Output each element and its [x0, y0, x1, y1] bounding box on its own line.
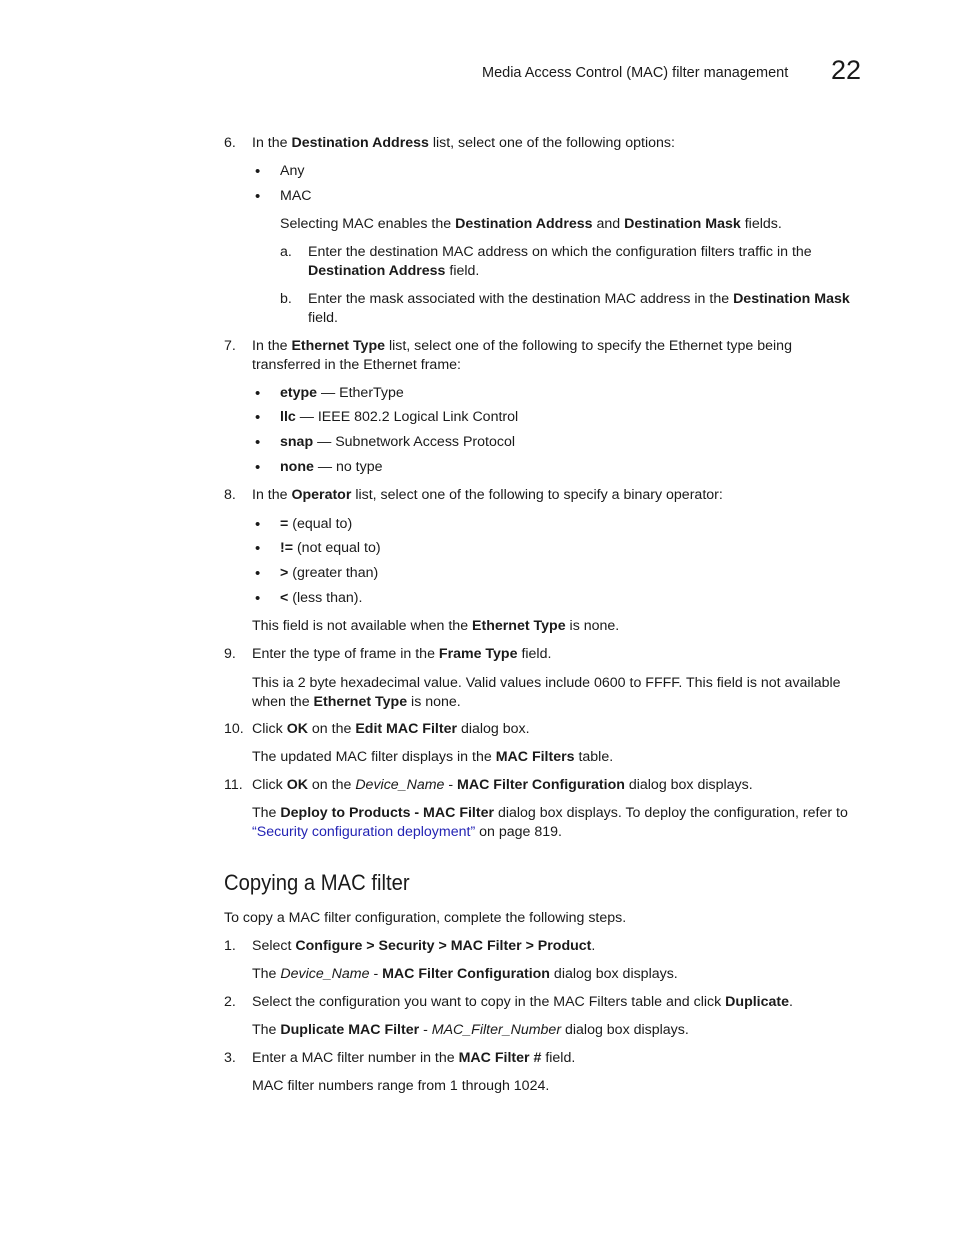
step-11-note: The Deploy to Products - MAC Filter dialog box displays. To deploy the configuration, refer to “Security configuration deployment” on page 819. [252, 805, 848, 840]
step-11-number: 11. [224, 777, 243, 793]
copy-step-1-note: The Device_Name - MAC Filter Configuration dialog box displays. [252, 966, 678, 982]
step-8-number: 8. [224, 487, 236, 503]
list-item: etype — EtherType [280, 385, 404, 401]
list-item: < (less than). [280, 590, 363, 606]
bullet-icon: • [255, 188, 261, 205]
copy-step-2-number: 2. [224, 994, 236, 1010]
step-9-number: 9. [224, 646, 236, 662]
running-header-title: Media Access Control (MAC) filter management [482, 65, 789, 81]
step-6-number: 6. [224, 135, 236, 151]
step-10-text: Click OK on the Edit MAC Filter dialog box. [252, 721, 530, 737]
substep-b-text: Enter the mask associated with the destination MAC address in the Destination Mask field. [308, 291, 850, 326]
bullet-icon: • [255, 434, 261, 451]
list-item: llc — IEEE 802.2 Logical Link Control [280, 409, 519, 425]
section-heading: Copying a MAC filter [224, 870, 410, 895]
step-6-note: Selecting MAC enables the Destination Address and Destination Mask fields. [280, 216, 782, 232]
substep-b-number: b. [280, 291, 292, 307]
copy-step-2-note: The Duplicate MAC Filter - MAC_Filter_Number dialog box displays. [252, 1022, 689, 1038]
step-6-text: In the Destination Address list, select one of the following options: [252, 135, 675, 151]
copy-step-1-text: Select Configure > Security > MAC Filter > Product. [252, 938, 596, 954]
copy-step-3-number: 3. [224, 1050, 236, 1066]
bullet-icon: • [255, 590, 261, 607]
step-7-number: 7. [224, 338, 236, 354]
step-9-text: Enter the type of frame in the Frame Type field. [252, 646, 552, 662]
list-item: snap — Subnetwork Access Protocol [280, 434, 515, 450]
bullet-icon: • [255, 409, 261, 426]
bullet-icon: • [255, 540, 261, 557]
bullet-icon: • [255, 163, 261, 180]
section-intro: To copy a MAC filter configuration, complete the following steps. [224, 910, 627, 926]
bullet-icon: • [255, 385, 261, 402]
list-item: none — no type [280, 459, 383, 475]
list-item: = (equal to) [280, 516, 353, 532]
step-8-text: In the Operator list, select one of the following to specify a binary operator: [252, 487, 723, 503]
step-10-number: 10. [224, 721, 244, 737]
option-any: Any [280, 163, 305, 179]
chapter-number: 22 [831, 55, 862, 85]
list-item: > (greater than) [280, 565, 379, 581]
list-item: != (not equal to) [280, 540, 381, 556]
step-7-text: In the Ethernet Type list, select one of the following to specify the Ethernet type being transferred in the Ethernet frame: [252, 338, 792, 373]
step-10-note: The updated MAC filter displays in the MAC Filters table. [252, 749, 614, 765]
step-8-note: This field is not available when the Ethernet Type is none. [252, 618, 620, 634]
step-11-text: Click OK on the Device_Name - MAC Filter Configuration dialog box displays. [252, 777, 753, 793]
bullet-icon: • [255, 565, 261, 582]
cross-reference-link[interactable]: “Security configuration deployment” [252, 824, 476, 840]
option-mac: MAC [280, 188, 312, 204]
step-9-note: This ia 2 byte hexadecimal value. Valid values include 0600 to FFFF. This field is not available when the Ethernet Type is none. [252, 675, 841, 710]
bullet-icon: • [255, 459, 261, 476]
substep-a-text: Enter the destination MAC address on which the configuration filters traffic in the Destination Address field. [308, 244, 812, 279]
copy-step-1-number: 1. [224, 938, 236, 954]
copy-step-3-note: MAC filter numbers range from 1 through 1024. [252, 1078, 550, 1094]
copy-step-3-text: Enter a MAC filter number in the MAC Filter # field. [252, 1050, 576, 1066]
substep-a-number: a. [280, 244, 292, 260]
copy-step-2-text: Select the configuration you want to copy in the MAC Filters table and click Duplicate. [252, 994, 793, 1010]
bullet-icon: • [255, 516, 261, 533]
